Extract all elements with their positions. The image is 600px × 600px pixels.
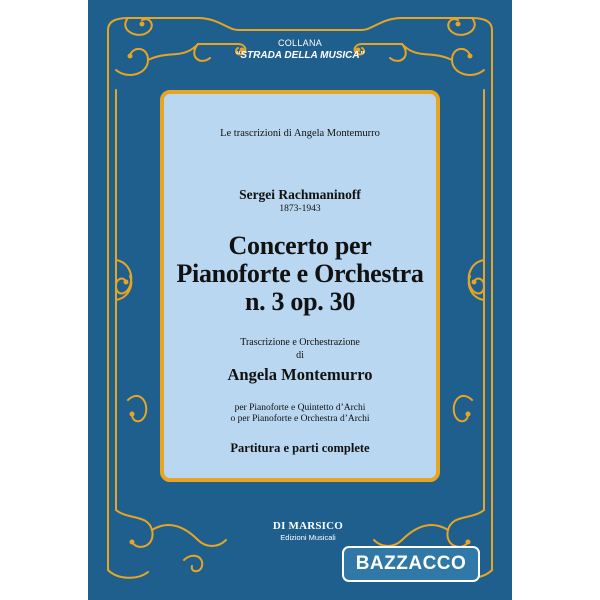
store-badge-text: BAZZACCO	[355, 553, 467, 574]
series-name: “STRADA DELLA MUSICA”	[235, 50, 365, 61]
title-panel	[160, 90, 440, 482]
instrumentation-line-2: o per Pianoforte e Orchestra d’Archi	[230, 414, 370, 424]
instrumentation-line-1: per Pianoforte e Quintetto d’Archi	[234, 403, 366, 413]
transcription-by: di	[296, 350, 304, 361]
composer-dates: 1873-1943	[279, 204, 321, 214]
publisher-subtitle: Edizioni Musicali	[280, 533, 336, 542]
arranger-name: Angela Montemurro	[227, 365, 373, 384]
composer-name: Sergei Rachmaninoff	[239, 187, 361, 202]
parts-note: Partitura e parti complete	[230, 441, 370, 455]
book-cover	[88, 0, 512, 600]
transcription-credit: Trascrizione e Orchestrazione	[240, 337, 360, 348]
collection-subtitle: Le trascrizioni di Angela Montemurro	[220, 128, 380, 139]
work-title-line-2: Pianoforte e Orchestra	[176, 259, 424, 288]
work-title-line-3: n. 3 op. 30	[244, 287, 356, 316]
store-badge	[342, 546, 480, 582]
work-title-line-1: Concerto per	[228, 231, 372, 260]
publisher-name: DI MARSICO	[272, 520, 344, 532]
work-title	[164, 232, 436, 316]
series-heading	[88, 38, 512, 61]
publisher-logo	[242, 520, 374, 542]
series-label: COLLANA	[277, 38, 323, 48]
